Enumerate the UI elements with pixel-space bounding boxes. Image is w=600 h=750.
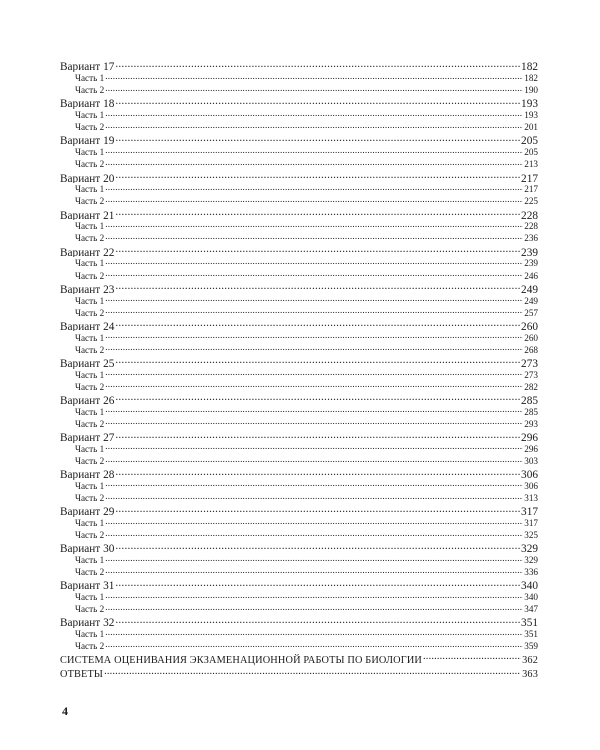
toc-part-entry[interactable] — [60, 603, 538, 615]
dot-leader — [105, 381, 523, 390]
dot-leader — [105, 603, 523, 612]
dot-leader — [115, 467, 520, 478]
toc-entry-page: 260 — [524, 332, 538, 343]
toc-entry-page: 347 — [524, 604, 538, 615]
dot-leader — [105, 418, 523, 427]
dot-leader — [105, 331, 523, 340]
toc-entry-label: Часть 1 — [75, 443, 105, 454]
toc-entry-label: Вариант 27 — [60, 432, 115, 443]
toc-part-entry[interactable] — [60, 517, 538, 529]
toc-entry-page: 317 — [521, 506, 538, 517]
toc-entry-label: Часть 2 — [75, 641, 105, 652]
toc-entry-page: 249 — [521, 283, 538, 295]
toc-entry-page: 249 — [524, 295, 538, 306]
toc-entry-label: Часть 2 — [75, 85, 105, 96]
toc-variant-entry[interactable] — [60, 430, 538, 443]
toc-entry-label: Часть 2 — [75, 344, 105, 355]
toc-entry-label: Вариант 19 — [60, 135, 115, 147]
toc-entry-page: 273 — [524, 369, 538, 380]
toc-part-entry[interactable] — [60, 492, 538, 504]
dot-leader — [115, 615, 520, 626]
toc-entries — [60, 59, 538, 681]
toc-part-entry[interactable] — [60, 109, 538, 121]
page-number: 4 — [62, 704, 68, 718]
dot-leader — [105, 492, 523, 501]
toc-entry-page: 239 — [524, 258, 538, 269]
toc-entry-label: ОТВЕТЫ — [60, 669, 104, 681]
toc-entry-page: 340 — [524, 592, 538, 603]
toc-entry-label: Часть 2 — [75, 233, 105, 244]
toc-part-entry[interactable] — [60, 418, 538, 430]
dot-leader — [105, 269, 523, 278]
dot-leader — [105, 294, 523, 303]
toc-entry-label: Часть 1 — [75, 332, 105, 343]
toc-part-entry[interactable] — [60, 640, 538, 652]
toc-entry-page: 190 — [524, 85, 538, 96]
toc-entry-label: Часть 2 — [75, 455, 105, 466]
toc-part-entry[interactable] — [60, 529, 538, 541]
dot-leader — [115, 207, 520, 218]
dot-leader — [115, 59, 520, 70]
dot-leader — [105, 566, 523, 575]
dot-leader — [105, 220, 523, 229]
toc-entry-label: Часть 1 — [75, 147, 105, 158]
toc-entry-page: 303 — [524, 455, 538, 466]
toc-entry-page: 329 — [521, 543, 538, 554]
toc-entry-label: Вариант 29 — [60, 506, 115, 517]
toc-variant-entry[interactable] — [60, 504, 538, 517]
dot-leader — [105, 628, 523, 637]
toc-part-entry[interactable] — [60, 257, 538, 269]
dot-leader — [104, 667, 521, 677]
toc-part-entry[interactable] — [60, 84, 538, 96]
toc-variant-entry[interactable] — [60, 244, 538, 257]
toc-part-entry[interactable] — [60, 306, 538, 318]
toc-entry-label: Вариант 17 — [60, 61, 115, 72]
toc-part-entry[interactable] — [60, 381, 538, 393]
dot-leader — [115, 578, 520, 589]
toc-part-entry[interactable] — [60, 232, 538, 244]
toc-part-entry[interactable] — [60, 195, 538, 207]
dot-leader — [115, 281, 520, 292]
toc-entry-page: 296 — [524, 443, 538, 454]
toc-entry-page: 193 — [521, 98, 538, 109]
toc-entry-label: Часть 1 — [75, 629, 105, 640]
toc-entry-label: Часть 1 — [75, 110, 105, 121]
dot-leader — [105, 443, 523, 452]
toc-variant-entry[interactable] — [60, 96, 538, 109]
toc-entry-label: Вариант 26 — [60, 395, 115, 406]
toc-part-entry[interactable] — [60, 344, 538, 356]
toc-variant-entry[interactable] — [60, 615, 538, 628]
dot-leader — [105, 406, 523, 415]
toc-entry-page: 362 — [522, 654, 538, 666]
toc-entry-page: 285 — [521, 395, 538, 406]
toc-entry-page: 306 — [524, 480, 538, 491]
toc-entry-label: СИСТЕМА ОЦЕНИВАНИЯ ЭКЗАМЕНАЦИОННОЙ РАБОТЫ ПО БИОЛОГИИ — [60, 654, 423, 666]
toc-entry-page: 205 — [524, 147, 538, 158]
toc-section-entry[interactable] — [60, 652, 538, 667]
toc-entry-label: Вариант 21 — [60, 209, 115, 221]
toc-part-entry[interactable] — [60, 269, 538, 281]
toc-part-entry[interactable] — [60, 455, 538, 467]
toc-entry-page: 273 — [521, 357, 538, 369]
toc-entry-page: 182 — [524, 73, 538, 84]
toc-entry-label: Часть 1 — [75, 555, 105, 566]
toc-entry-label: Часть 1 — [75, 369, 105, 380]
toc-entry-label: Часть 2 — [75, 270, 105, 281]
dot-leader — [115, 430, 520, 441]
dot-leader — [115, 96, 520, 107]
toc-part-entry[interactable] — [60, 220, 538, 232]
dot-leader — [115, 541, 520, 552]
toc-entry-page: 351 — [524, 629, 538, 640]
dot-leader — [115, 319, 520, 330]
toc-entry-label: Вариант 30 — [60, 543, 115, 554]
toc-entry-page: 228 — [524, 221, 538, 232]
toc-entry-page: 340 — [521, 580, 538, 591]
dot-leader — [105, 306, 523, 315]
toc-entry-page: 217 — [521, 172, 538, 184]
toc-entry-label: Часть 1 — [75, 295, 105, 306]
toc-entry-page: 296 — [521, 432, 538, 443]
dot-leader — [105, 195, 523, 204]
table-of-contents — [60, 59, 538, 681]
toc-entry-label: Вариант 23 — [60, 283, 115, 295]
dot-leader — [105, 455, 523, 464]
dot-leader — [105, 158, 523, 167]
dot-leader — [115, 356, 520, 367]
dot-leader — [115, 244, 520, 255]
toc-entry-page: 359 — [524, 641, 538, 652]
toc-part-entry[interactable] — [60, 566, 538, 578]
dot-leader — [105, 121, 523, 130]
toc-entry-page: 201 — [524, 122, 538, 133]
toc-entry-page: 325 — [524, 530, 538, 541]
toc-variant-entry[interactable] — [60, 59, 538, 72]
toc-variant-entry[interactable] — [60, 393, 538, 406]
toc-part-entry[interactable] — [60, 628, 538, 640]
toc-entry-page: 257 — [524, 307, 538, 318]
toc-entry-label: Вариант 25 — [60, 357, 115, 369]
toc-part-entry[interactable] — [60, 591, 538, 603]
toc-variant-entry[interactable] — [60, 541, 538, 554]
toc-entry-label: Вариант 18 — [60, 98, 115, 109]
toc-entry-label: Часть 2 — [75, 122, 105, 133]
toc-entry-page: 246 — [524, 270, 538, 281]
toc-entry-page: 351 — [521, 617, 538, 629]
toc-variant-entry[interactable] — [60, 356, 538, 369]
toc-entry-label: Часть 1 — [75, 73, 105, 84]
dot-leader — [105, 84, 523, 93]
dot-leader — [105, 640, 523, 649]
toc-part-entry[interactable] — [60, 183, 538, 195]
toc-part-entry[interactable] — [60, 294, 538, 306]
dot-leader — [105, 554, 523, 563]
dot-leader — [105, 146, 523, 155]
toc-entry-page: 236 — [524, 233, 538, 244]
toc-entry-page: 329 — [524, 555, 538, 566]
toc-entry-label: Часть 2 — [75, 567, 105, 578]
toc-entry-label: Часть 2 — [75, 604, 105, 615]
toc-entry-page: 228 — [521, 209, 538, 221]
toc-entry-page: 317 — [524, 518, 538, 529]
toc-part-entry[interactable] — [60, 331, 538, 343]
toc-entry-label: Часть 1 — [75, 221, 105, 232]
toc-entry-label: Часть 2 — [75, 381, 105, 392]
toc-entry-page: 306 — [521, 469, 538, 480]
toc-entry-label: Часть 1 — [75, 518, 105, 529]
toc-entry-page: 313 — [524, 493, 538, 504]
toc-entry-page: 285 — [524, 406, 538, 417]
toc-entry-page: 282 — [524, 381, 538, 392]
toc-entry-label: Часть 2 — [75, 493, 105, 504]
toc-entry-page: 193 — [524, 110, 538, 121]
toc-entry-page: 363 — [522, 669, 538, 681]
toc-entry-page: 205 — [521, 135, 538, 147]
dot-leader — [115, 170, 520, 181]
dot-leader — [105, 257, 523, 266]
dot-leader — [105, 232, 523, 241]
toc-variant-entry[interactable] — [60, 578, 538, 591]
dot-leader — [423, 652, 521, 662]
toc-entry-label: Часть 2 — [75, 196, 105, 207]
dot-leader — [115, 393, 520, 404]
toc-entry-label: Часть 2 — [75, 530, 105, 541]
toc-entry-page: 217 — [524, 184, 538, 195]
toc-entry-label: Вариант 24 — [60, 320, 115, 332]
dot-leader — [105, 591, 523, 600]
dot-leader — [105, 517, 523, 526]
dot-leader — [105, 529, 523, 538]
toc-part-entry[interactable] — [60, 480, 538, 492]
toc-variant-entry[interactable] — [60, 281, 538, 294]
toc-entry-page: 293 — [524, 418, 538, 429]
dot-leader — [105, 369, 523, 378]
toc-entry-label: Вариант 32 — [60, 617, 115, 629]
toc-part-entry[interactable] — [60, 406, 538, 418]
dot-leader — [105, 109, 523, 118]
toc-part-entry[interactable] — [60, 369, 538, 381]
toc-entry-label: Часть 1 — [75, 592, 105, 603]
toc-entry-page: 336 — [524, 567, 538, 578]
toc-part-entry[interactable] — [60, 121, 538, 133]
toc-variant-entry[interactable] — [60, 467, 538, 480]
toc-entry-label: Часть 1 — [75, 406, 105, 417]
toc-entry-label: Вариант 31 — [60, 580, 115, 591]
toc-variant-entry[interactable] — [60, 207, 538, 220]
dot-leader — [115, 133, 520, 144]
toc-variant-entry[interactable] — [60, 170, 538, 183]
toc-entry-label: Часть 1 — [75, 184, 105, 195]
toc-entry-label: Вариант 22 — [60, 246, 115, 258]
toc-section-entry[interactable] — [60, 667, 538, 682]
dot-leader — [105, 72, 523, 81]
toc-entry-page: 225 — [524, 196, 538, 207]
dot-leader — [105, 344, 523, 353]
toc-part-entry[interactable] — [60, 72, 538, 84]
toc-part-entry[interactable] — [60, 554, 538, 566]
toc-variant-entry[interactable] — [60, 319, 538, 332]
toc-part-entry[interactable] — [60, 146, 538, 158]
toc-entry-label: Вариант 28 — [60, 469, 115, 480]
toc-entry-label: Часть 2 — [75, 418, 105, 429]
toc-entry-label: Часть 1 — [75, 258, 105, 269]
dot-leader — [105, 480, 523, 489]
toc-entry-page: 239 — [521, 246, 538, 258]
toc-entry-page: 260 — [521, 320, 538, 332]
dot-leader — [105, 183, 523, 192]
toc-part-entry[interactable] — [60, 158, 538, 170]
dot-leader — [115, 504, 520, 515]
toc-variant-entry[interactable] — [60, 133, 538, 146]
toc-part-entry[interactable] — [60, 443, 538, 455]
toc-entry-page: 268 — [524, 344, 538, 355]
toc-entry-page: 213 — [524, 159, 538, 170]
toc-entry-label: Часть 2 — [75, 159, 105, 170]
toc-entry-label: Часть 1 — [75, 480, 105, 491]
toc-entry-page: 182 — [521, 61, 538, 72]
toc-entry-label: Вариант 20 — [60, 172, 115, 184]
toc-entry-label: Часть 2 — [75, 307, 105, 318]
